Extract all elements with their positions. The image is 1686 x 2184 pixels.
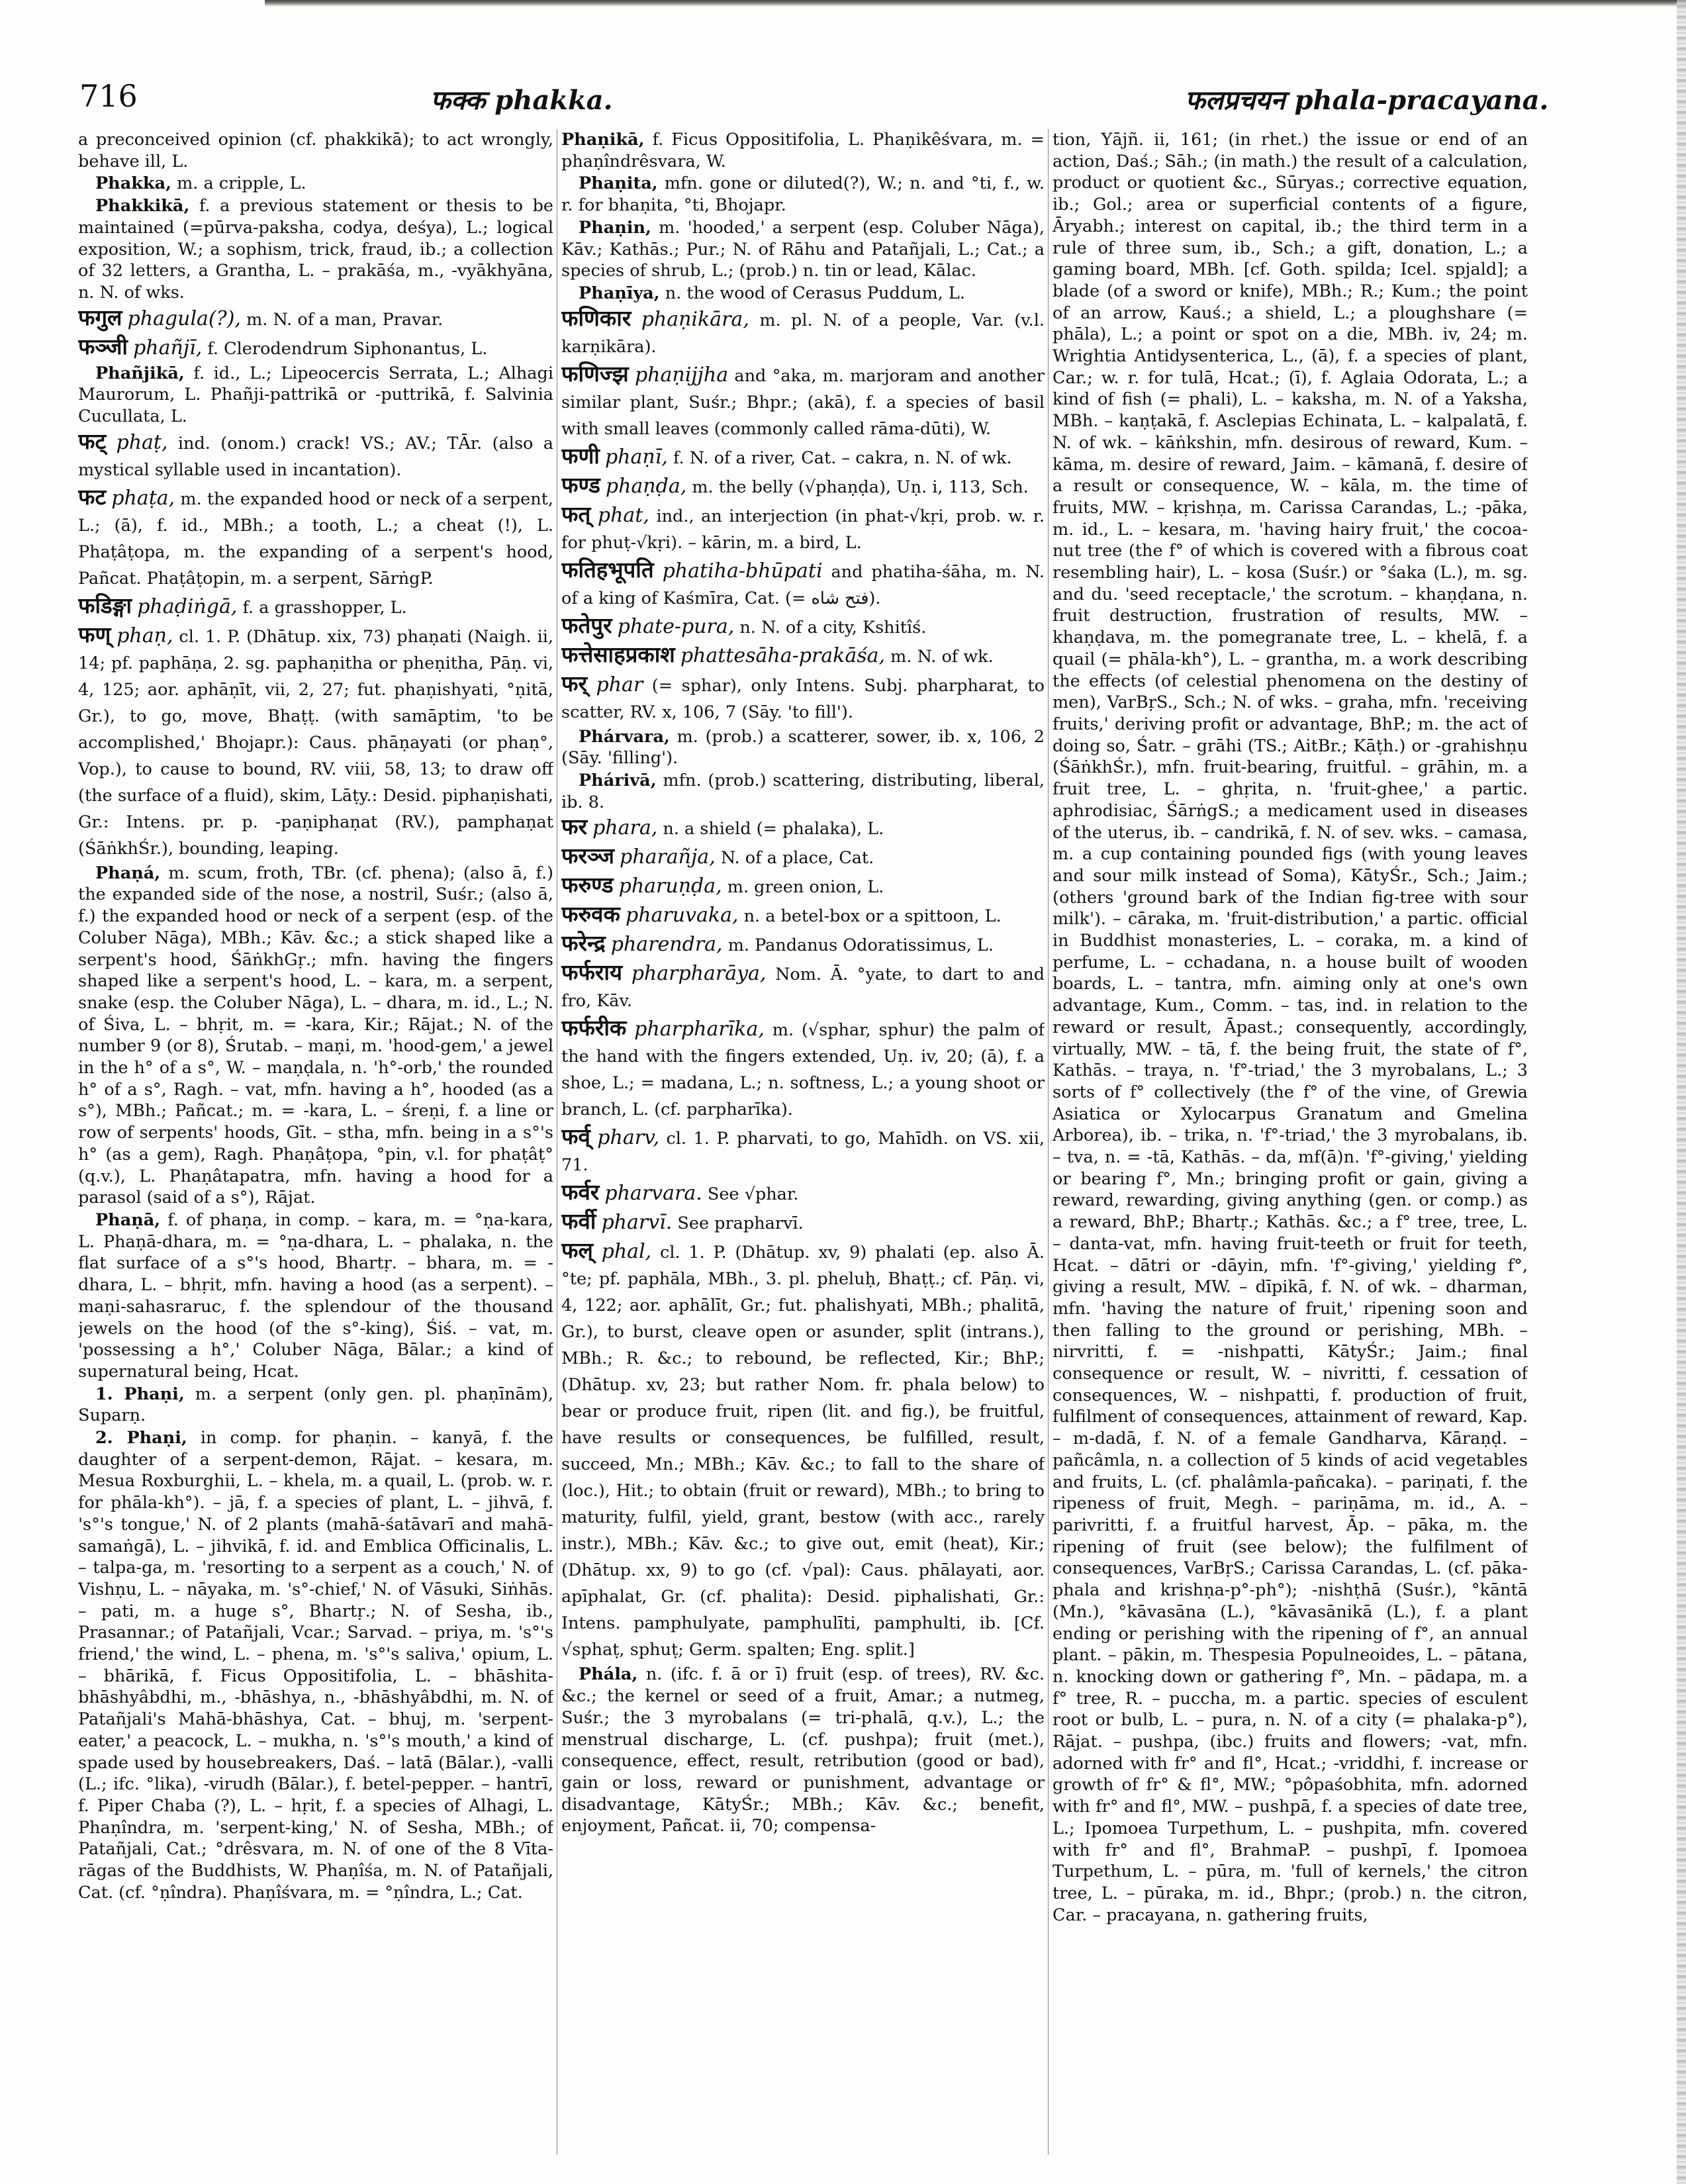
headword-devanagari: फण्: [78, 621, 111, 647]
column-divider-2: [1048, 129, 1049, 2155]
entry-definition: m. the expanded hood or neck of a serpent, L.; (ā), f. id., MBh.; a tooth, L.; a cheat (!), L. Phaṭâṭopa, m. the expanding of a serpent's hood, Pañcat. Phaṭâṭopin, m. a serpent, SārṅgP.: [78, 489, 553, 589]
headword-transliteration: pharvī.: [601, 1211, 673, 1235]
dictionary-entry: [78, 622, 553, 862]
entry-definition: m. (√sphar, sphur) the palm of the hand with the fingers extended, Uṇ. iv, 20; (ā), f. a shoe, L.; = madana, L.; n. softness, L.; a young shoot or branch, L. (cf. parpharīka).: [561, 1020, 1045, 1120]
entry-definition: See prapharvī.: [677, 1213, 804, 1234]
entry-definition: m. green onion, L.: [727, 877, 884, 898]
headword-transliteration: pharvara.: [604, 1182, 702, 1206]
headword: Phaṇin,: [579, 217, 651, 238]
dictionary-entry: [561, 1664, 1045, 1837]
headword-devanagari: फगुल: [78, 304, 122, 330]
entry-definition: ind., an interjection (in phat-√kṛi, prob. w. r. for phuṭ-√kṛi). – kārin, m. a bird, L.: [561, 506, 1045, 553]
entry-definition: ind. (onom.) crack! VS.; AV.; TĀr. (also a mystical syllable used in incantation).: [78, 433, 553, 480]
dictionary-entry: [561, 361, 1045, 442]
headword-transliteration: phaṇī,: [604, 445, 668, 469]
entry-definition: m. N. of a man, Pravar.: [246, 309, 444, 330]
headword-transliteration: phal,: [601, 1240, 652, 1264]
headword: Phakkikā,: [95, 196, 190, 216]
headword: Phaṇikā,: [561, 130, 645, 150]
dictionary-entry: [78, 863, 553, 1209]
entry-definition: N. of a place, Cat.: [720, 848, 874, 869]
headword-transliteration: phaṭa,: [111, 486, 175, 510]
dictionary-entry: [561, 1208, 1045, 1237]
headword-transliteration: pharv,: [597, 1126, 659, 1150]
headword: Phaṇá,: [95, 863, 161, 883]
headword: Phakka,: [95, 173, 171, 194]
headword-transliteration: phañjī,: [133, 336, 203, 359]
column-2: [561, 129, 1045, 2155]
headword-transliteration: pharendra,: [610, 933, 723, 957]
dictionary-entry: [561, 612, 1045, 641]
headword-devanagari: फर्फराय: [561, 959, 623, 986]
dictionary-entry: [561, 501, 1045, 556]
dictionary-entry: [78, 484, 553, 592]
dictionary-entry: [78, 173, 553, 195]
dictionary-entry: [78, 1384, 553, 1427]
headword-transliteration: phaṇijjha: [634, 363, 729, 387]
entry-definition: Nom. Ā. °yate, to dart to and fro, Kāv.: [561, 965, 1045, 1012]
headword: Phála,: [579, 1664, 638, 1685]
entry-definition: m. (prob.) a scatterer, sower, ib. x, 106, 2 (Sāy. 'filling').: [561, 726, 1045, 769]
headword-devanagari: फडिङ्गा: [78, 592, 132, 618]
entry-definition: and °aka, m. marjoram and another similar plant, Suśr.; Bhpr.; (akā), f. a species of basil with small leaves (commonly called rāma-dūti), W.: [561, 365, 1045, 439]
entry-definition: mfn. (prob.) scattering, distributing, liberal, ib. 8.: [561, 771, 1045, 812]
scan-top-rule: [265, 0, 1686, 7]
dictionary-entry: [78, 363, 553, 428]
headword-devanagari: फणिकार: [561, 305, 632, 331]
headword-transliteration: pharuṇḍa,: [618, 875, 722, 898]
dictionary-entry: [561, 930, 1045, 959]
dictionary-entry: [561, 641, 1045, 670]
dictionary-entry: [561, 283, 1045, 305]
dictionary-entry: [78, 305, 553, 333]
dictionary-entry: [78, 1210, 553, 1383]
headword: Phaṇīya,: [579, 283, 660, 303]
headword-transliteration: phaṇikāra,: [641, 307, 749, 331]
headword-devanagari: फर्फरीक: [561, 1015, 627, 1041]
scan-edge-shadow: [1677, 0, 1686, 2184]
headword-devanagari: फर्व्: [561, 1123, 590, 1150]
entry-definition: n. a shield (= phalaka), L.: [663, 819, 884, 839]
dictionary-entry: [561, 1179, 1045, 1208]
headword-transliteration: phar: [596, 673, 643, 696]
headword-transliteration: phate-pura,: [617, 614, 735, 638]
headword: Phaṇita,: [579, 173, 658, 194]
headword: Phárvara,: [579, 726, 670, 747]
entry-definition: See √phar.: [707, 1184, 799, 1205]
entry-definition: m. pl. N. of a people, Var. (v.l. karṇikāra).: [561, 310, 1045, 357]
running-head-left: फक्क phakka.: [430, 85, 613, 116]
entry-definition: a preconceived opinion (cf. phakkikā); to act wrongly, behave ill, L.: [78, 130, 553, 171]
entry-definition: f. a grasshopper, L.: [242, 597, 407, 618]
headword: Phárivā,: [579, 771, 657, 791]
dictionary-entry: [561, 1237, 1045, 1663]
headword-devanagari: फत्तेसाहप्रकाश: [561, 641, 675, 667]
dictionary-entry: [561, 129, 1045, 172]
dictionary-entry: [78, 129, 553, 172]
running-head-right: फलप्रचयन phala-pracayana.: [1185, 85, 1549, 116]
dictionary-entry: [561, 217, 1045, 282]
entry-definition: mfn. gone or diluted(?), W.; n. and °ti, f., w. r. for bhaṇita, °ti, Bhojapr.: [561, 173, 1045, 216]
entry-definition: n. N. of a city, Kshitîś.: [739, 617, 927, 638]
entry-definition: cl. 1. P. pharvati, to go, Mahīdh. on VS. xii, 71.: [561, 1129, 1045, 1176]
dictionary-entry: [561, 872, 1045, 900]
dictionary-entry: [561, 1123, 1045, 1178]
entry-definition: m. 'hooded,' a serpent (esp. Coluber Nāga), Kāv.; Kathās.; Pur.; N. of Rāhu and Patañjali, L.; Cat.; a species of shrub, L.; (prob.) n. tin or lead, Kālac.: [561, 217, 1045, 281]
dictionary-entry: [561, 726, 1045, 769]
dictionary-entry: [78, 593, 553, 621]
headword-transliteration: phaḍiṅgā,: [137, 594, 238, 618]
headword-devanagari: फत्: [561, 500, 591, 527]
headword-transliteration: phaṇḍa,: [605, 474, 687, 498]
headword-devanagari: फर्वर: [561, 1179, 600, 1206]
entry-definition: f. of phaṇa, in comp. – kara, m. = °ṇa-kara, L. Phaṇā-dhara, m. = °ṇa-dhara, L. – phalaka, n. the flat surface of a s°'s hood, Bhartṛ. – bhara, m. = -dhara, L. – bhṛit, mfn. having a hood (as a serpent). – maṇi-sahasraruc, f. the splendour of the thousand jewels on the hood (of the s°-king), Śiś. – vat, m. 'possessing a h°,' Coluber Nāga, Bālar.; a kind of supernatural being, Hcat.: [78, 1210, 553, 1382]
column-3: [1053, 129, 1528, 2155]
page-header: [0, 78, 1686, 124]
entry-definition: m. the belly (√phaṇḍa), Uṇ. i, 113, Sch.: [692, 477, 1029, 497]
page-number: 716: [79, 78, 138, 114]
entry-definition: f. Ficus Oppositifolia, L. Phaṇikêśvara, m. = phaṇîndrêsvara, W.: [561, 130, 1045, 171]
headword-devanagari: फर: [561, 814, 587, 840]
dictionary-entry: [561, 472, 1045, 500]
headword-transliteration: pharuvaka,: [625, 904, 739, 927]
dictionary-entry: [561, 173, 1045, 216]
headword-devanagari: फरञ्ज: [561, 843, 614, 869]
entry-definition: f. N. of a river, Cat. – cakra, n. N. of wk.: [673, 448, 1012, 468]
entry-definition: n. (ifc. f. ā or ī) fruit (esp. of trees), RV. &c. &c.; the kernel or seed of a fruit, Amar.; a nutmeg, Suśr.; the 3 myrobalans (= tri-phalā, q.v.), L.; the menstrual discharge, L. (cf. pushpa); fruit (met.), consequence, effect, result, retribution (good or bad), gain or loss, reward or punishment, advantage or disadvantage, KātyŚr.; MBh.; Kāv. &c.; benefit, enjoyment, Pañcat. ii, 70; compensa-: [561, 1664, 1045, 1836]
column-1: [78, 129, 553, 2155]
headword-devanagari: फतिहभूपति: [561, 556, 654, 583]
entry-definition: m. N. of wk.: [890, 646, 994, 667]
headword-devanagari: फरेन्द्र: [561, 930, 606, 957]
dictionary-entry: [78, 428, 553, 483]
headword-transliteration: pharpharīka,: [634, 1018, 765, 1041]
entry-definition: in comp. for phaṇin. – kanyā, f. the daughter of a serpent-demon, Rājat. – kesara, m. Mesua Roxburghii, L. – khela, m. a quail, L. (prob. w. r. for phāla-kh°). – jā, f. a species of plant, L. – jihvā, f. 's°'s tongue,' N. of 2 plants (mahā-śatāvarī and mahā-samaṅgā), L. – jihvikā, f. id. and Emblica Officinalis, L. – talpa-ga, m. 'resorting to a serpent as a couch,' N. of Vishṇu, L. – nāyaka, m. 's°-chief,' N. of Vāsuki, Siṅhās. – pati, m. a huge s°, Bhartṛ.; N. of Sesha, ib., Prasannar.; of Patañjali, Vcar.; Sarvad. – priya, m. 's°'s friend,' the wind, L. – phena, m. 's°'s saliva,' opium, L. – bhārikā, f. Ficus Oppositifolia, L. – bhāshita-bhāshyâbdhi, m., -bhāshya, n., -bhāshyâbdhi, m. N. of Patañjali's Mahā-bhāshya, Cat. – bhuj, m. 'serpent-eater,' a peacock, L. – mukha, n. 's°'s mouth,' a kind of spade used by housebreakers, Daś. – latā (Bālar.), -valli (L.; ifc. °lika), -virudh (Bālar.), f. betel-pepper. – hantrī, f. Piper Chaba (?), L. – hṛit, f. a species of Alhagi, L. Phaṇîndra, m. 'serpent-king,' N. of Sesha, MBh.; of Patañjali, Cat.; °drêsvara, m. N. of one of the 8 Vīta-rāgas of the Buddhists, W. Phaṇîśa, m. N. of Patañjali, Cat. (cf. °ṇîndra). Phaṇîśvara, m. = °ṇîndra, L.; Cat.: [78, 1428, 553, 1903]
dictionary-entry: [561, 770, 1045, 813]
headword-transliteration: phatiha-bhūpati: [662, 559, 823, 583]
headword-devanagari: फट्: [78, 428, 107, 454]
entry-definition: m. Pandanus Odoratissimus, L.: [727, 935, 994, 956]
entry-definition: (= sphar), only Intens. Subj. pharpharat, to scatter, RV. x, 106, 7 (Sāy. 'to fill').: [561, 675, 1045, 722]
dictionary-entry: [78, 195, 553, 304]
headword-devanagari: फणी: [561, 442, 600, 469]
headword-devanagari: फरुवक: [561, 901, 620, 927]
dictionary-entry: [78, 1427, 553, 1903]
headword: Phañjikā,: [95, 363, 185, 383]
headword-devanagari: फर्वी: [561, 1208, 596, 1235]
headword-devanagari: फणिज्झ: [561, 360, 629, 387]
dictionary-entry: [561, 1015, 1045, 1123]
headword-devanagari: फर्: [561, 670, 587, 696]
entry-definition: tion, Yājñ. ii, 161; (in rhet.) the issue or end of an action, Daś.; Sāh.; (in math.) the result of a calculation, product or quotient &c., Sūryas.; corrective equation, ib.; Gol.; area or superficial contents of a figure, Āryabh.; interest on capital, ib.; the third term in a rule of three sum, ib., Sch.; a gift, donation, L.; a gaming board, MBh. [cf. Goth. spilda; Icel. spjald]; a blade (of a sword or knife), MBh.; R.; Kum.; the point of an arrow, Kauś.; a shield, L.; a ploughshare (= phāla), L.; a point or spot on a die, MBh. iv, 24; m. Wrightia Antidysenterica, L., (ā), f. a species of plant, Car.; w. r. for tulā, Hcat.; (ī), f. Aglaia Odorata, L.; a kind of fish (= phali), L. – kaksha, m. N. of a Yaksha, MBh. – kaṇṭakā, f. Asclepias Echinata, L. – kalpalatā, f. N. of wk. – kāṅkshin, mfn. desirous of reward, Kum. – kāma, m. desire of reward, Jaim. – kāmanā, f. desire of a result or consequence, W. – kāla, m. the time of fruits, MW. – kṛishṇa, m. Carissa Carandas, L.; -pāka, m. id., L. – kesara, m. 'having hairy fruit,' the cocoa-nut tree (the f° of which is covered with a fibrous coat resembling hair), L. – kosa (Suśr.) or °śaka (L.), m. sg. and du. 'seed receptacle,' the scrotum. – khaṇḍana, n. fruit destruction, frustration of results, MW. – khaṇḍava, m. the pomegranate tree, L. – khelā, f. a quail (= phāla-kh°), L. – grantha, m. a work describing the effects (of celestial phenomena on the destiny of men), VarBṛS., Sch.; N. of wks. – graha, mfn. 'receiving fruits,' deriving profit or advantage, BhP.; m. the act of doing so, Śatr. – grāhi (TS.; AitBr.; Kāṭh.) or -grahishṇu (ŚāṅkhŚr.), mfn. fruit-bearing, fruitful. – grāhin, m. a fruit tree, L. – ghṛita, n. 'fruit-ghee,' a partic. aphrodisiac, ŚārṅgS.; a medicament used in diseases of the uterus, ib. – candrikā, f. N. of sev. wks. – camasa, m. a cup containing pounded figs (with young leaves and sour milk instead of Soma), KātyŚr., Sch.; Jaim.; (others 'ground bark of the Indian fig-tree with sour milk'). – cāraka, m. 'fruit-distribution,' a partic. official in Buddhist monasteries, L. – coraka, m. a kind of perfume, L. – cchadana, n. a house built of wooden boards, L. – tantra, mfn. aiming only at one's own advantage, Kum., Comm. – tas, ind. in relation to the reward or result, Āpast.; consequently, accordingly, virtually, MW. – tā, f. the being fruit, the state of f°, Kathās. – traya, n. 'f°-triad,' the 3 myrobalans, L.; 3 sorts of f° collectively (the f° of the vine, of Grewia Asiatica or Xylocarpus Granatum and Gmelina Arborea), ib. – trika, n. 'f°-triad,' the 3 myrobalans, ib. – tva, n. = -tā, Kathās. – da, mf(ā)n. 'f°-giving,' yielding or bearing f°, Mn.; bringing profit or gain, giving a reward, rewarding, giving anything (gen. or comp.) as a reward, BhP.; Bhartṛ.; Kathās. &c.; a f° tree, tree, L. – danta-vat, mfn. having fruit-teeth or fruit for teeth, Hcat. – dātri or -dāyin, mfn. 'f°-giving,' yielding f°, giving a result, MW. – dīpikā, f. N. of wk. – dharman, mfn. 'having the nature of fruit,' ripening soon and then falling to the ground or perishing, MBh. – nirvritti, f. = -nishpatti, KātyŚr.; Jaim.; final consequence or result, W. – nivritti, f. cessation of consequences, W. – nishpatti, f. production of fruit, fulfilment of consequences, attainment of reward, Kap. – m-dadā, f. N. of a female Gandharva, Kāraṇḍ. – pañcâmla, n. a collection of 5 kinds of acid vegetables and fruits, L. (cf. phalâmla-pañcaka). – pariṇati, f. the ripeness of fruit, Megh. – pariṇāma, m. id., A. – parivritti, f. a fruitful harvest, Āp. – pāka, m. the ripening of fruit (see below); the fulfilment of consequences, VarBṛS.; Carissa Carandas, L. (cf. pāka-phala and krishṇa-p°-ph°); -nishṭhā (Suśr.), °kāntā (Mn.), °kāvasāna (L.), °kāvasānikā (L.), f. a plant ending or perishing with the ripening of f°, an annual plant. – pākin, m. Thespesia Populneoides, L. – pātana, n. knocking down or gathering f°, Mn. – pādapa, m. a f° tree, R. – puccha, m. a partic. species of esculent root or bulb, L. – pura, n. N. of a city (= phalaka-p°), Rājat. – pushpa, (ibc.) fruits and flowers; -vat, mfn. adorned with fr° and fl°, Hcat.; -vriddhi, f. increase or growth of fr° & fl°, MW.; °pôpaśobhita, mfn. adorned with fr° and fl°, MW. – pushpā, f. a species of date tree, L.; Ipomoea Turpethum, L. – pushpita, mfn. covered with fr° and fl°, BrahmaP. – pushpī, f. Ipomoea Turpethum, L. – pūra, m. 'full of kernels,' the citron tree, L. – pūraka, m. id., Bhpr.; (prob.) n. the citron, Car. – pracayana, n. gathering fruits,: [1053, 130, 1528, 1925]
entry-definition: m. scum, froth, TBr. (cf. phena); (also ā, f.) the expanded side of the nose, a nostril, Suśr.; (also ā, f.) the expanded hood or neck of a serpent (esp. of the Coluber Nāga), MBh.; Kāv. &c.; a stick shaped like a serpent's hood, ŚāṅkhGṛ.; mfn. having the fingers shaped like a serpent's hood, L. – kara, m. a serpent, snake (esp. the Coluber Nāga), L. – dhara, m. id., L.; N. of Śiva, L. – bhṛit, m. = -kara, Kir.; Rājat.; N. of the number 9 (or 8), Śrutab. – maṇi, m. 'hood-gem,' a jewel in the h° of a s°, W. – maṇḍala, n. 'h°-orb,' the rounded h° of a s°, Ragh. – vat, mfn. having a h°, hooded (as a s°), MBh.; Pañcat.; m. = -kara, L. – śreṇi, f. a line or row of serpents' hoods, Gīt. – stha, mfn. being in a s°'s h° (as a gem), Ragh. Phaṇâṭopa, °pin, v.l. for phaṭâṭ° (q.v.), L. Phaṇâtapatra, mfn. having a hood for a parasol (said of a s°), Rājat.: [78, 863, 553, 1208]
headword-transliteration: phattesāha-prakāśa,: [680, 643, 886, 667]
headword-transliteration: phara,: [592, 816, 658, 840]
dictionary-entry: [561, 901, 1045, 929]
headword-transliteration: phaṇ,: [117, 624, 173, 647]
dictionary-entry: [561, 557, 1045, 612]
dictionary-entry: [561, 814, 1045, 842]
headword-devanagari: फतेपुर: [561, 612, 612, 638]
entry-definition: f. Clerodendrum Siphonantus, L.: [207, 338, 488, 359]
dictionary-entry: [561, 443, 1045, 471]
headword-devanagari: फरुण्ड: [561, 872, 614, 898]
entry-definition: f. a previous statement or thesis to be maintained (=pūrva-paksha, codya, deśya), L.; logical exposition, W.; a sophism, trick, fraud, ib.; a collection of 32 letters, a Grantha, L. – prakāśa, m., -vyākhyāna, n. N. of wks.: [78, 196, 553, 303]
headword-devanagari: फण्ड: [561, 471, 600, 498]
entry-definition: m. a serpent (only gen. pl. phaṇīnām), Suparṇ.: [78, 1384, 553, 1426]
headword: 1. Phaṇi,: [95, 1384, 185, 1404]
dictionary-entry: [561, 305, 1045, 360]
entry-definition: n. a betel-box or a spittoon, L.: [743, 906, 1002, 927]
entry-definition: cl. 1. P. (Dhātup. xv, 9) phalati (ep. also Ā. °te; pf. paphāla, MBh., 3. pl. pheluḥ, Bhaṭṭ.; cf. Pāṇ. vi, 4, 122; aor. aphālīt, Gr.; fut. phalishyati, MBh.; phalitā, Gr.), to burst, cleave open or asunder, split (intrans.), MBh.; R. &c.; to rebound, be reflected, Kir.; BhP.; (Dhātup. xv, 23; but rather Nom. fr. phala below) to bear or produce fruit, ripen (lit. and fig.), be fruitful, have results or consequences, be fulfilled, result, succeed, Mn.; MBh.; Kāv. &c.; to fall to the share of (loc.), Hit.; to obtain (fruit or reward), MBh.; to bring to maturity, fulfil, yield, grant, bestow (with acc., rarely instr.), MBh.; Kāv. &c.; to give out, emit (heat), Kir.; (Dhātup. xx, 9) to go (cf. √pal): Caus. phālayati, aor. apīphalat, Gr. (cf. phalita): Desid. piphalishati, Gr.: Intens. pamphulyate, pamphulīti, pamphulti, ib. [Cf. √sphaṭ, sphuṭ; Germ. spalten; Eng. split.]: [561, 1243, 1045, 1660]
entry-definition: and phatiha-śāha, m. N. of a king of Kaśmīra, Cat. (= فتح شاه).: [561, 561, 1045, 608]
dictionary-entry: [561, 843, 1045, 871]
headword-transliteration: pharpharāya,: [631, 962, 767, 986]
headword-transliteration: phagula(?),: [127, 307, 241, 330]
entry-definition: f. id., L.; Lipeocercis Serrata, L.; Alhagi Maurorum, L. Phañji-pattrikā or -puttrikā, f. Salvinia Cucullata, L.: [78, 363, 553, 427]
headword: 2. Phaṇi,: [95, 1428, 187, 1448]
headword: Phaṇā,: [95, 1210, 161, 1230]
dictionary-entry: [561, 671, 1045, 726]
headword-transliteration: phaṭ,: [116, 430, 168, 454]
headword-devanagari: फट: [78, 483, 107, 510]
dictionary-entry: [561, 959, 1045, 1014]
headword-devanagari: फल्: [561, 1237, 593, 1264]
dictionary-entry: [1053, 129, 1528, 1926]
headword-devanagari: फञ्जी: [78, 333, 128, 359]
headword-transliteration: phat,: [597, 503, 649, 527]
entry-definition: n. the wood of Cerasus Puddum, L.: [665, 283, 965, 303]
entry-definition: m. a cripple, L.: [177, 173, 306, 194]
entry-definition: cl. 1. P. (Dhātup. xix, 73) phaṇati (Naigh. ii, 14; pf. paphāṇa, 2. sg. paphaṇitha or pheṇitha, Pāṇ. vi, 4, 125; aor. aphāṇīt, vii, 2, 27; fut. phaṇishyati, °ṇitā, Gr.), to go, move, Bhaṭṭ. (with samāptim, 'to be accomplished,' Bhojapr.): Caus. phāṇayati (or phaṇ°, Vop.), to cause to bound, RV. viii, 58, 13; to draw off (the surface of a fluid), skim, Lāṭy.: Desid. piphaṇishati, Gr.: Intens. pr. p. -paṇiphaṇat (RV.), pamphaṇat (ŚāṅkhŚr.), bounding, leaping.: [78, 626, 553, 859]
dictionary-entry: [78, 334, 553, 362]
headword-transliteration: pharañja,: [620, 845, 716, 869]
